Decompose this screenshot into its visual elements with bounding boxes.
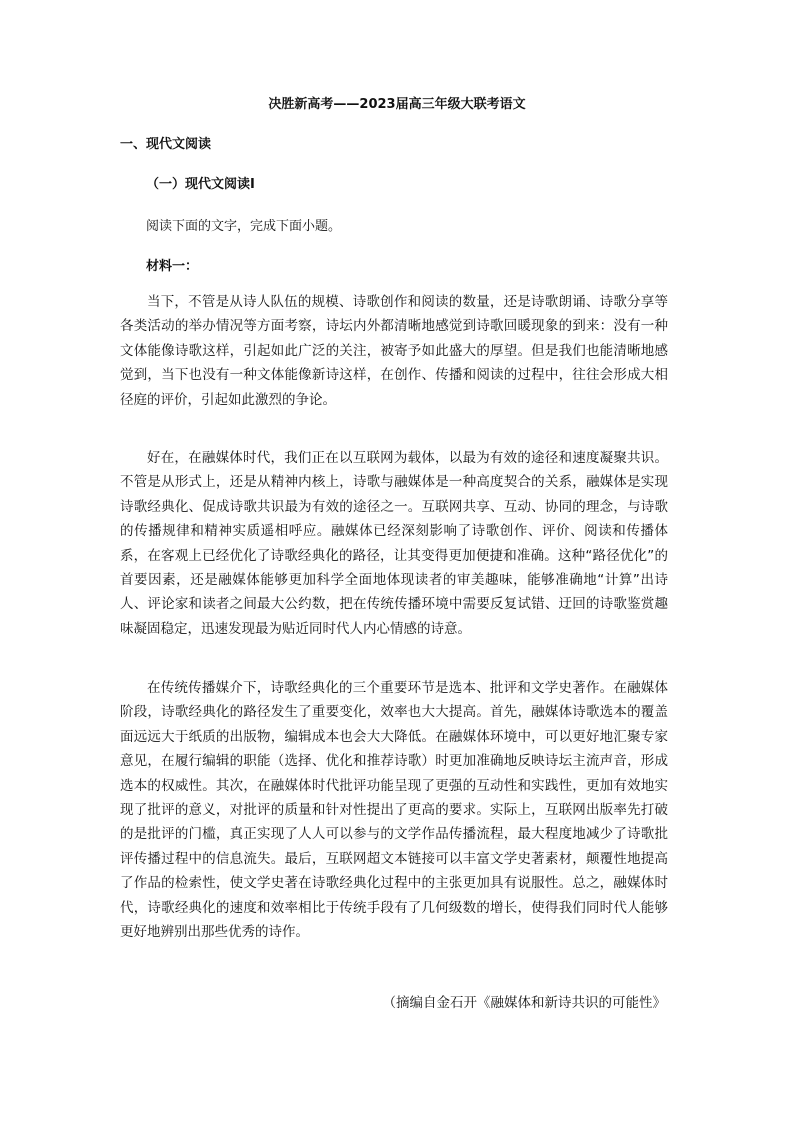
document-title: 决胜新高考——2023届高三年级大联考语文 bbox=[268, 97, 526, 112]
paragraph-1: 当下，不管是从诗人队伍的规模、诗歌创作和阅读的数量，还是诗歌朗诵、诗歌分享等各类活动的举办情况等方面考察，诗坛内外都清晰地感觉到诗歌回暖现象的到来：没有一种文体能像诗歌这样，引起如此广泛的关注，被寄予如此盛大的厚望。但是我们也能清晰地感觉到，当下也没有一种文体能像新诗这样，在创作、传播和阅读的过程中，往往会形成大相径庭的评价，引起如此激烈的争论。 bbox=[120, 294, 668, 408]
reading-instruction: 阅读下面的文字，完成下面小题。 bbox=[146, 219, 342, 234]
sub-heading: （一）现代文阅读Ⅰ bbox=[146, 177, 255, 192]
material-label: 材料一： bbox=[146, 259, 199, 274]
section-heading: 一、现代文阅读 bbox=[120, 137, 212, 152]
paragraph-3: 在传统传播媒介下，诗歌经典化的三个重要环节是选本、批评和文学史著作。在融媒体阶段，诗歌经典化的路径发生了重要变化，效率也大大提高。首先，融媒体诗歌选本的覆盖面远远大于纸质的出版物，编辑成本也会大大降低。在融媒体环境中，可以更好地汇聚专家意见，在履行编辑的职能（选择、优化和推荐诗歌）时更加准确地反映诗坛主流声音，形成选本的权威性。其次，在融媒体时代批评功能呈现了更强的互动性和实践性，更加有效地实现了批评的意义，对批评的质量和针对性提出了更高的要求。实际上，互联网出版率先打破的是批评的门槛，真正实现了人人可以参与的文学作品传播流程，最大程度地减少了诗歌批评传播过程中的信息流失。最后，互联网超文本链接可以丰富文学史著素材，颠覆性地提高了作品的检索性，使文学史著在诗歌经典化过程中的主张更加具有说服性。总之，融媒体时代，诗歌经典化的速度和效率相比于传统手段有了几何级数的增长，使得我们同时代人能够更好地辨别出那些优秀的诗作。 bbox=[120, 680, 668, 941]
paragraph-2: 好在，在融媒体时代，我们正在以互联网为载体，以最为有效的途径和速度凝聚共识。不管是从形式上，还是从精神内核上，诗歌与融媒体是一种高度契合的关系，融媒体是实现诗歌经典化、促成诗歌共识最为有效的途径之一。互联网共享、互动、协同的理念，与诗歌的传播规律和精神实质遥相呼应。融媒体已经深刻影响了诗歌创作、评价、阅读和传播体系，在客观上已经优化了诗歌经典化的路径，让其变得更加便捷和准确。这种“路径优化”的首要因素，还是融媒体能够更加科学全面地体现读者的审美趣味，能够准确地“计算”出诗人、评论家和读者之间最大公约数，把在传统传播环境中需要反复试错、迂回的诗歌鉴赏趣味凝固稳定，迅速发现最为贴近同时代人内心情感的诗意。 bbox=[120, 450, 668, 637]
source-citation: （摘编自金石开《融媒体和新诗共识的可能性》 bbox=[382, 995, 666, 1011]
